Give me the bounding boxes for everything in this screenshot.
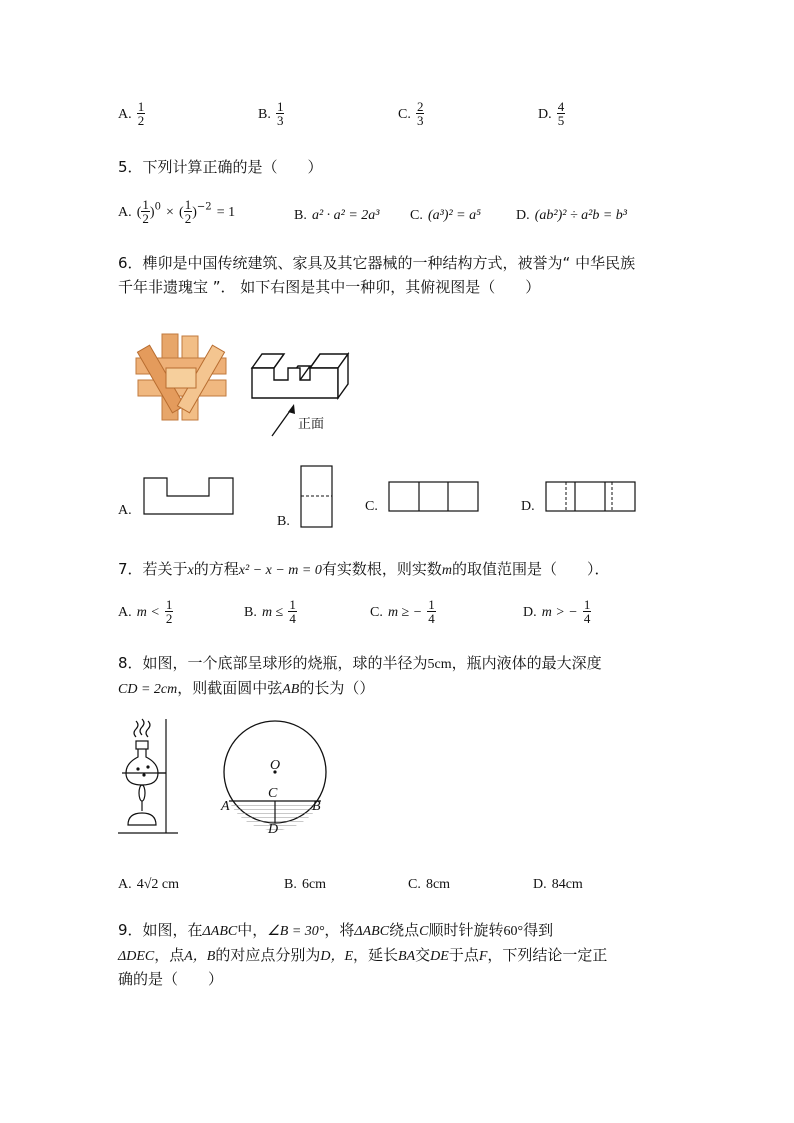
q4-fraction-c: $\frac{2}{3}$ xyxy=(416,99,424,128)
q4-option-a: A. $\frac{1}{2}$ xyxy=(118,99,145,128)
q9-stem-line2: ΔDEC，点A，B的对应点分别为D，E，延长BA交DE于点F，下列结论一定正 xyxy=(118,946,608,964)
front-arrow-icon xyxy=(268,400,300,440)
q4-fraction-b: $\frac{1}{3}$ xyxy=(276,99,284,128)
q6-option-b-shape xyxy=(300,465,334,529)
q4-option-c: C. $\frac{2}{3}$ xyxy=(398,99,424,128)
q5-option-a: A. ( $\frac{1}{2}$ )$^0$ × ( $\frac{1}{2}$ )$^{-2}$ = 1 xyxy=(118,197,236,226)
q8-stem-line1: 8．如图，一个底部呈球形的烧瓶，球的半径为5cm，瓶内液体的最大深度 xyxy=(118,654,602,672)
label-o: O xyxy=(270,758,281,773)
q8-option-b: B. 6cm xyxy=(284,877,327,892)
q6-option-a-label: A. xyxy=(118,503,132,518)
q8-stem-line2: CD = 2cm，则截面圆中弦AB的长为（） xyxy=(118,679,375,697)
q5-option-b: B. a² · a² = 2a³ xyxy=(294,208,380,223)
label-c: C xyxy=(268,786,278,801)
q8-option-a: A. 4√2 cm xyxy=(118,877,180,892)
label-b: B xyxy=(312,799,321,814)
q5-option-d: D. (ab²)² ÷ a²b = b³ xyxy=(516,208,627,223)
flask-apparatus-image xyxy=(118,715,182,839)
front-label: 正面 xyxy=(298,417,325,432)
q5-option-c: C. (a³)² = a⁵ xyxy=(410,208,481,223)
q7-option-d: D. m > − $\frac{1}{4}$ xyxy=(523,597,591,626)
q6-stem-line1: 6．榫卯是中国传统建筑、家具及其它器械的一种结构方式，被誉为“ 中华民族 xyxy=(118,254,636,272)
q9-stem-line1: 9．如图，在ΔABC中，∠B = 30°，将ΔABC绕点C顺时针旋转60°得到 xyxy=(118,921,554,939)
q8-option-d: D. 84cm xyxy=(533,877,583,892)
q6-option-d-label: D. xyxy=(521,499,535,514)
q6-option-b-label: B. xyxy=(277,514,290,529)
q7-option-c: C. m ≥ − $\frac{1}{4}$ xyxy=(370,597,435,626)
q6-option-c-shape xyxy=(388,481,480,513)
label-d: D xyxy=(268,822,279,837)
q4-fraction-d: $\frac{4}{5}$ xyxy=(557,99,565,128)
q8-option-c: C. 8cm xyxy=(408,877,451,892)
q6-stem-line2: 千年非遗瑰宝 ”． 如下右图是其中一种卯，其俯视图是（ ） xyxy=(118,278,541,296)
wooden-puzzle-image xyxy=(132,330,232,426)
q9-stem-line3: 确的是（ ） xyxy=(118,970,224,988)
q4-fraction-a: $\frac{1}{2}$ xyxy=(137,99,145,128)
q4-option-d: D. $\frac{4}{5}$ xyxy=(538,99,565,128)
q7-option-b: B. m ≤ $\frac{1}{4}$ xyxy=(244,597,296,626)
q7-stem: 7．若关于x的方程x² − x − m = 0有实数根，则实数m的取值范围是（ ）． xyxy=(118,560,610,578)
q6-option-c-label: C. xyxy=(365,499,378,514)
q6-option-a-shape xyxy=(143,476,235,516)
q4-option-b: B. $\frac{1}{3}$ xyxy=(258,99,284,128)
q5-stem: 5．下列计算正确的是（ ） xyxy=(118,158,323,176)
label-a: A xyxy=(221,799,230,814)
q6-option-d-shape xyxy=(545,481,637,513)
q7-option-a: A. m < $\frac{1}{2}$ xyxy=(118,597,173,626)
